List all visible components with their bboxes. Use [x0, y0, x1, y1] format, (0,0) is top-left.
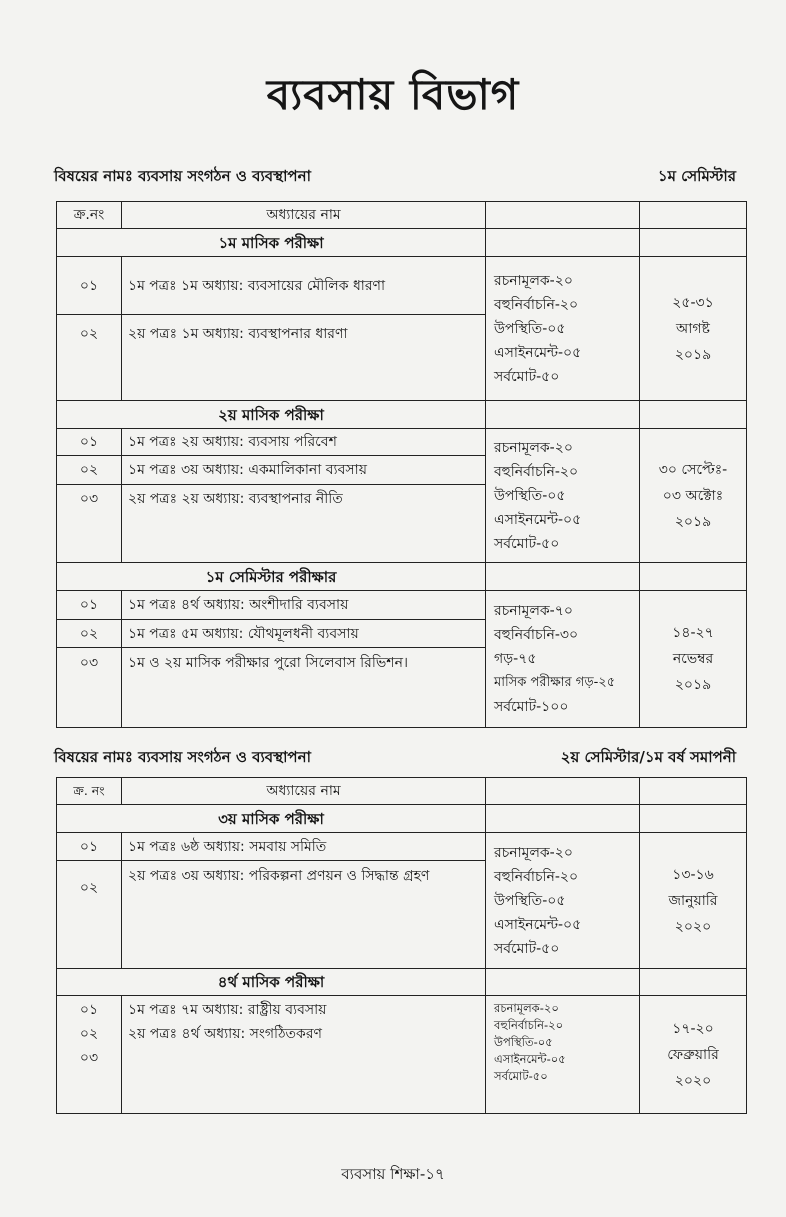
- serial-number: ০৩: [57, 485, 122, 563]
- exam-title: ৩য় মাসিক পরীক্ষা: [57, 805, 486, 833]
- subject-row-1: [54, 165, 748, 189]
- marks-line: রচনামূলক-৭০: [494, 603, 573, 619]
- date-line: নভেম্বর: [672, 651, 714, 667]
- serial-number: ০২: [57, 315, 122, 401]
- serial-number: ০৩: [57, 648, 122, 728]
- table-row: [57, 257, 747, 315]
- exam-title-row: [57, 563, 747, 591]
- serial-number: ০১: [79, 1002, 99, 1018]
- marks-line: বহুনির্বাচনি-২০: [494, 868, 579, 885]
- marks-line: রচনামূলক-২০: [494, 1001, 559, 1015]
- exam-title: ১ম সেমিস্টার পরীক্ষার: [57, 563, 486, 591]
- chapter-name: ১ম পত্রঃ ৩য় অধ্যায়: একমালিকানা ব্যবসায়: [122, 456, 486, 485]
- marks-line: উপস্থিতি-০৫: [494, 1035, 553, 1049]
- marks-distribution: [486, 996, 640, 1114]
- serial-numbers: [57, 996, 122, 1114]
- marks-distribution: [486, 257, 640, 401]
- marks-line: উপস্থিতি-০৫: [494, 487, 566, 504]
- date-line: ফেব্রুয়ারি: [667, 1046, 719, 1063]
- chapter-names: [122, 996, 486, 1114]
- serial-number: ০২: [57, 456, 122, 485]
- marks-line: সর্বমোট-৫০: [494, 535, 560, 552]
- date-line: জানুয়ারি: [668, 892, 718, 909]
- chapter-name: ১ম পত্রঃ ৬ষ্ঠ অধ্যায়: সমবায় সমিতি: [122, 833, 486, 861]
- semester-label: ১ম সেমিস্টার: [657, 167, 736, 185]
- serial-number: ০১: [57, 591, 122, 620]
- chapter-name: ২য় পত্রঃ ২য় অধ্যায়: ব্যবস্থাপনার নীতি: [122, 485, 486, 563]
- date-line: ০৩ অক্টোঃ: [662, 487, 724, 504]
- chapter-name: ২য় পত্রঃ ১ম অধ্যায়: ব্যবস্থাপনার ধারণা: [122, 315, 486, 401]
- exam-title-row: [57, 969, 747, 996]
- exam-title: ১ম মাসিক পরীক্ষা: [57, 229, 486, 257]
- table-row: [57, 591, 747, 620]
- marks-line: রচনামূলক-২০: [494, 439, 573, 456]
- marks-line: সর্বমোট-১০০: [494, 699, 569, 715]
- date-line: ২০২০: [674, 918, 712, 935]
- date-line: ১৭-২০: [672, 1020, 714, 1037]
- exam-title: ২য় মাসিক পরীক্ষা: [57, 401, 486, 429]
- marks-distribution: [486, 591, 640, 728]
- chapter-name: ১ম পত্রঃ ৫ম অধ্যায়: যৌথমূলধনী ব্যবসায়: [122, 620, 486, 648]
- exam-title-row: [57, 401, 747, 429]
- blank-cell: [640, 969, 747, 996]
- blank-cell: [486, 229, 640, 257]
- serial-number: ০১: [57, 833, 122, 861]
- schedule-table-1: [56, 201, 747, 728]
- blank-cell: [640, 563, 747, 591]
- chapter-name: ২য় পত্রঃ ৪র্থ অধ্যায়: সংগঠিতকরণ: [128, 1026, 323, 1042]
- blank-cell: [486, 401, 640, 429]
- subject-name: বিষয়ের নামঃ ব্যবসায় সংগঠন ও ব্যবস্থাপনা: [54, 167, 311, 185]
- blank-cell: [486, 563, 640, 591]
- marks-line: বহুনির্বাচনি-২০: [494, 1018, 564, 1032]
- table-header-row: [57, 202, 747, 229]
- header-chapter: অধ্যায়ের নাম: [122, 778, 486, 805]
- date-line: ২০২০: [674, 1072, 712, 1089]
- date-line: আগষ্ট: [676, 320, 710, 337]
- header-sl: ক্র. নং: [57, 778, 122, 805]
- marks-line: বহুনির্বাচনি-৩০: [494, 627, 579, 643]
- blank-cell: [486, 969, 640, 996]
- serial-number: ০২: [57, 861, 122, 969]
- subject-name: বিষয়ের নামঃ ব্যবসায় সংগঠন ও ব্যবস্থাপনা: [54, 748, 311, 766]
- serial-number: ০৩: [79, 1050, 99, 1066]
- marks-distribution: [486, 429, 640, 563]
- subject-row-2: [54, 746, 748, 770]
- table-header-row: [57, 778, 747, 805]
- header-sl: ক্র.নং: [57, 202, 122, 229]
- marks-line: সর্বমোট-৫০: [494, 940, 560, 957]
- header-blank: [640, 202, 747, 229]
- marks-line: মাসিক পরীক্ষার গড়-২৫: [494, 675, 616, 690]
- semester-label: ২য় সেমিস্টার/১ম বর্ষ সমাপনী: [560, 748, 736, 766]
- marks-line: বহুনির্বাচনি-২০: [494, 296, 579, 313]
- page-title: ব্যবসায় বিভাগ: [266, 70, 520, 119]
- serial-number: ০২: [79, 1026, 99, 1042]
- header-blank: [486, 778, 640, 805]
- marks-line: সর্বমোট-৫০: [494, 368, 560, 385]
- marks-line: এসাইনমেন্ট-০৫: [494, 511, 582, 528]
- chapter-name: ১ম পত্রঃ ৪র্থ অধ্যায়: অংশীদারি ব্যবসায়: [122, 591, 486, 620]
- blank-cell: [486, 805, 640, 833]
- marks-line: উপস্থিতি-০৫: [494, 892, 566, 909]
- exam-date: [640, 257, 747, 401]
- marks-line: রচনামূলক-২০: [494, 844, 573, 861]
- exam-date: [640, 591, 747, 728]
- blank-cell: [640, 805, 747, 833]
- date-line: ১৪-২৭: [672, 625, 714, 641]
- marks-distribution: [486, 833, 640, 969]
- marks-line: রচনামূলক-২০: [494, 272, 573, 289]
- table-row: [57, 833, 747, 861]
- date-line: ৩০ সেপ্টেঃ-: [658, 461, 728, 478]
- marks-line: এসাইনমেন্ট-০৫: [494, 916, 582, 933]
- marks-line: এসাইনমেন্ট-০৫: [494, 344, 582, 361]
- exam-date: [640, 996, 747, 1114]
- exam-date: [640, 429, 747, 563]
- exam-title-row: [57, 229, 747, 257]
- marks-line: গড়-৭৫: [494, 651, 537, 667]
- chapter-name: ১ম ও ২য় মাসিক পরীক্ষার পুরো সিলেবাস রিভিশন।: [122, 648, 486, 728]
- chapter-name: ১ম পত্রঃ ২য় অধ্যায়: ব্যবসায় পরিবেশ: [122, 429, 486, 456]
- date-line: ২০১৯: [674, 513, 712, 530]
- serial-number: ০২: [57, 620, 122, 648]
- exam-title: ৪র্থ মাসিক পরীক্ষা: [57, 969, 486, 996]
- blank-cell: [640, 229, 747, 257]
- serial-number: ০১: [57, 429, 122, 456]
- schedule-table-2: [56, 777, 747, 1114]
- marks-line: সর্বমোট-৫০: [494, 1069, 548, 1083]
- header-blank: [640, 778, 747, 805]
- blank-cell: [640, 401, 747, 429]
- table-row: [57, 996, 747, 1114]
- marks-line: বহুনির্বাচনি-২০: [494, 463, 579, 480]
- date-line: ২০১৯: [674, 677, 712, 693]
- exam-title-row: [57, 805, 747, 833]
- marks-line: উপস্থিতি-০৫: [494, 320, 566, 337]
- marks-line: এসাইনমেন্ট-০৫: [494, 1052, 566, 1066]
- date-line: ১৩-১৬: [672, 866, 714, 883]
- date-line: ২০১৯: [674, 346, 712, 363]
- table-row: [57, 429, 747, 456]
- exam-date: [640, 833, 747, 969]
- date-line: ২৫-৩১: [672, 294, 714, 311]
- chapter-name: ১ম পত্রঃ ১ম অধ্যায়: ব্যবসায়ের মৌলিক ধারণা: [122, 257, 486, 315]
- chapter-name: ১ম পত্রঃ ৭ম অধ্যায়: রাষ্ট্রীয় ব্যবসায়: [128, 1002, 327, 1018]
- serial-number: ০১: [57, 257, 122, 315]
- header-blank: [486, 202, 640, 229]
- header-chapter: অধ্যায়ের নাম: [122, 202, 486, 229]
- chapter-name: ২য় পত্রঃ ৩য় অধ্যায়: পরিকল্পনা প্রণয়ন ও সিদ্ধান্ত গ্রহণ: [122, 861, 486, 969]
- page-footer: ব্যবসায় শিক্ষা-১৭: [341, 1165, 445, 1183]
